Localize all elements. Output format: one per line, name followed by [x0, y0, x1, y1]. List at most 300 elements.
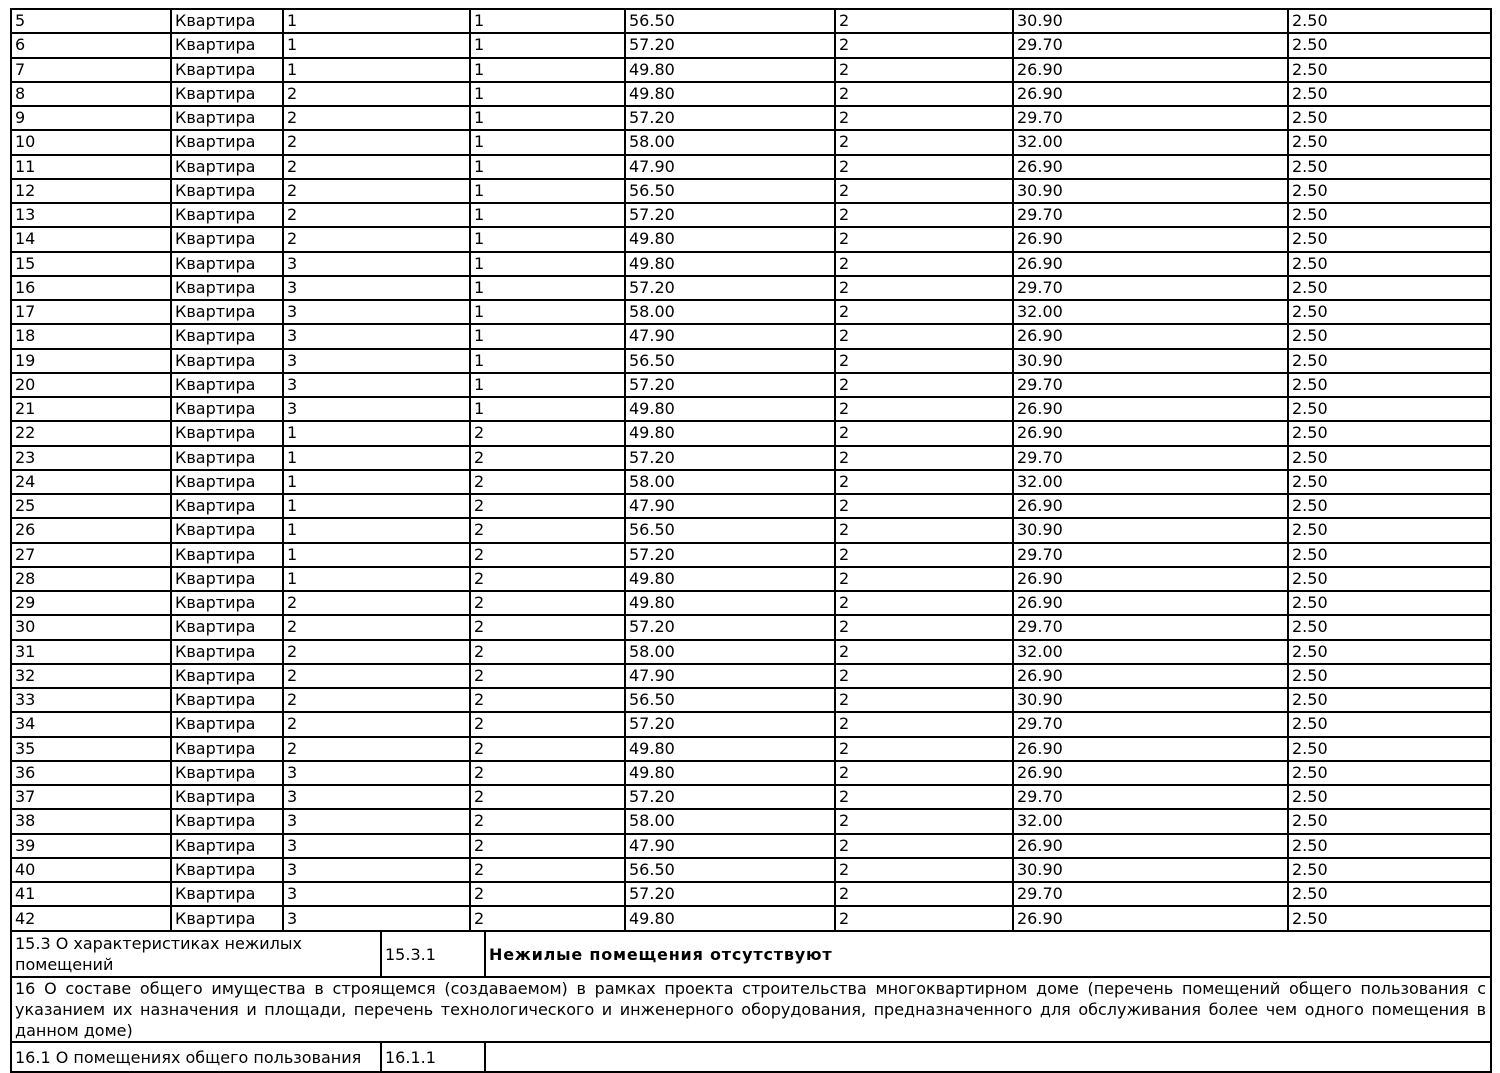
apartment-cell: 2.50: [1288, 33, 1491, 57]
apartment-cell: 26.90: [1013, 906, 1288, 931]
apartment-cell: Квартира: [171, 33, 283, 57]
apartment-cell: 2.50: [1288, 858, 1491, 882]
apartment-row: [11, 712, 1491, 736]
apartment-cell: 26.90: [1013, 567, 1288, 591]
apartment-cell: 9: [11, 106, 171, 130]
apartment-cell: 2: [835, 567, 1013, 591]
apartment-cell: 3: [283, 397, 470, 421]
apartment-cell: 2.50: [1288, 300, 1491, 324]
apartment-cell: 2: [835, 543, 1013, 567]
apartment-cell: 2: [470, 518, 625, 542]
apartment-cell: 1: [470, 58, 625, 82]
apartment-cell: Квартира: [171, 712, 283, 736]
apartment-row: [11, 106, 1491, 130]
apartment-cell: 26.90: [1013, 421, 1288, 445]
apartment-cell: 1: [283, 518, 470, 542]
apartment-cell: 2: [283, 664, 470, 688]
apartment-row: [11, 664, 1491, 688]
apartment-cell: 38: [11, 809, 171, 833]
apartment-cell: 49.80: [625, 82, 835, 106]
apartment-cell: 35: [11, 737, 171, 761]
apartment-row: [11, 252, 1491, 276]
apartment-cell: 23: [11, 446, 171, 470]
apartment-cell: 2.50: [1288, 179, 1491, 203]
apartment-cell: 2: [835, 591, 1013, 615]
apartment-cell: 1: [470, 106, 625, 130]
apartment-cell: 2: [470, 906, 625, 931]
apartment-cell: 2: [835, 494, 1013, 518]
apartment-cell: 3: [283, 324, 470, 348]
apartment-cell: 3: [283, 882, 470, 906]
apartment-row: [11, 809, 1491, 833]
apartment-cell: 56.50: [625, 179, 835, 203]
apartment-cell: 2: [835, 179, 1013, 203]
apartment-cell: 2.50: [1288, 470, 1491, 494]
apartment-cell: 33: [11, 688, 171, 712]
apartment-cell: 2: [835, 82, 1013, 106]
apartment-cell: 2: [835, 834, 1013, 858]
apartment-cell: 1: [283, 470, 470, 494]
apartment-cell: 30.90: [1013, 858, 1288, 882]
apartment-row: [11, 397, 1491, 421]
apartment-cell: 1: [470, 300, 625, 324]
apartment-cell: 1: [470, 276, 625, 300]
apartment-cell: 29.70: [1013, 615, 1288, 639]
apartment-cell: Квартира: [171, 130, 283, 154]
apartment-cell: 47.90: [625, 494, 835, 518]
apartment-cell: 42: [11, 906, 171, 931]
apartment-cell: 58.00: [625, 809, 835, 833]
apartment-cell: 26.90: [1013, 227, 1288, 251]
apartment-cell: 2: [470, 543, 625, 567]
apartment-cell: 1: [470, 33, 625, 57]
apartment-cell: 2: [835, 737, 1013, 761]
apartment-cell: 1: [283, 9, 470, 33]
apartment-row: [11, 494, 1491, 518]
apartment-cell: 49.80: [625, 397, 835, 421]
apartment-cell: 34: [11, 712, 171, 736]
apartment-cell: 2.50: [1288, 349, 1491, 373]
apartment-cell: 57.20: [625, 785, 835, 809]
apartment-cell: 3: [283, 349, 470, 373]
apartment-cell: 49.80: [625, 421, 835, 445]
apartment-cell: 2: [835, 761, 1013, 785]
apartment-row: [11, 324, 1491, 348]
apartment-cell: Квартира: [171, 300, 283, 324]
apartment-row: [11, 82, 1491, 106]
apartment-cell: 2: [470, 494, 625, 518]
apartment-cell: 2: [835, 446, 1013, 470]
apartment-cell: 2.50: [1288, 906, 1491, 931]
apartment-cell: 32: [11, 664, 171, 688]
apartment-cell: 30.90: [1013, 179, 1288, 203]
apartment-cell: 29.70: [1013, 882, 1288, 906]
apartment-cell: 41: [11, 882, 171, 906]
apartment-cell: 2.50: [1288, 712, 1491, 736]
apartment-cell: 3: [283, 252, 470, 276]
apartment-cell: 58.00: [625, 640, 835, 664]
apartment-cell: Квартира: [171, 761, 283, 785]
apartment-cell: 26.90: [1013, 664, 1288, 688]
apartment-cell: 2: [835, 615, 1013, 639]
apartment-cell: Квартира: [171, 252, 283, 276]
section-153-code: 15.3.1: [381, 931, 485, 977]
apartment-cell: Квартира: [171, 58, 283, 82]
apartment-cell: 3: [283, 785, 470, 809]
apartment-cell: 49.80: [625, 58, 835, 82]
apartment-cell: 49.80: [625, 761, 835, 785]
apartment-cell: 26.90: [1013, 324, 1288, 348]
apartment-row: [11, 58, 1491, 82]
apartment-row: [11, 640, 1491, 664]
apartment-cell: 2: [283, 688, 470, 712]
apartment-cell: Квартира: [171, 227, 283, 251]
apartment-cell: 2: [283, 737, 470, 761]
apartment-row: [11, 737, 1491, 761]
apartment-cell: 2: [283, 179, 470, 203]
apartment-cell: 30.90: [1013, 349, 1288, 373]
apartment-cell: 26.90: [1013, 591, 1288, 615]
apartment-cell: 1: [283, 421, 470, 445]
apartment-cell: 2: [835, 373, 1013, 397]
apartment-cell: 2.50: [1288, 809, 1491, 833]
apartment-cell: 2: [835, 203, 1013, 227]
apartment-cell: 1: [470, 252, 625, 276]
apartment-cell: 56.50: [625, 349, 835, 373]
apartment-cell: 2.50: [1288, 567, 1491, 591]
apartment-cell: 2: [470, 421, 625, 445]
apartment-cell: 1: [470, 155, 625, 179]
apartment-cell: 57.20: [625, 712, 835, 736]
apartment-cell: 29: [11, 591, 171, 615]
apartment-cell: 29.70: [1013, 712, 1288, 736]
apartment-row: [11, 446, 1491, 470]
apartment-cell: 2: [835, 882, 1013, 906]
apartment-cell: 2.50: [1288, 252, 1491, 276]
apartment-row: [11, 543, 1491, 567]
section-16-row: [11, 977, 1491, 1042]
apartment-cell: 26.90: [1013, 834, 1288, 858]
apartment-cell: 56.50: [625, 688, 835, 712]
apartment-cell: Квартира: [171, 155, 283, 179]
apartment-cell: 2.50: [1288, 761, 1491, 785]
apartment-cell: 32.00: [1013, 130, 1288, 154]
apartment-cell: Квартира: [171, 591, 283, 615]
apartment-row: [11, 761, 1491, 785]
apartment-cell: 2: [835, 785, 1013, 809]
apartment-cell: Квартира: [171, 324, 283, 348]
apartment-cell: 2: [835, 664, 1013, 688]
apartment-cell: 2.50: [1288, 373, 1491, 397]
apartment-row: [11, 227, 1491, 251]
apartment-cell: 49.80: [625, 737, 835, 761]
apartment-cell: 26.90: [1013, 494, 1288, 518]
apartment-cell: 2.50: [1288, 518, 1491, 542]
apartment-cell: 29.70: [1013, 106, 1288, 130]
section-161-row: [11, 1042, 1491, 1072]
apartment-cell: 2: [470, 737, 625, 761]
apartment-cell: 2: [835, 712, 1013, 736]
apartment-cell: 29.70: [1013, 276, 1288, 300]
apartment-cell: 2: [283, 130, 470, 154]
apartment-cell: Квартира: [171, 421, 283, 445]
apartment-cell: 2: [470, 640, 625, 664]
apartment-cell: 22: [11, 421, 171, 445]
apartment-cell: 40: [11, 858, 171, 882]
apartment-cell: 2: [283, 203, 470, 227]
apartment-row: [11, 276, 1491, 300]
apartment-cell: 1: [470, 82, 625, 106]
apartment-cell: Квартира: [171, 106, 283, 130]
apartment-cell: 2: [283, 591, 470, 615]
apartment-cell: 57.20: [625, 276, 835, 300]
apartment-cell: 2.50: [1288, 785, 1491, 809]
apartment-cell: 47.90: [625, 324, 835, 348]
apartment-cell: 26.90: [1013, 58, 1288, 82]
apartment-cell: 2: [283, 106, 470, 130]
apartment-cell: 24: [11, 470, 171, 494]
apartment-cell: 2: [835, 906, 1013, 931]
apartment-cell: Квартира: [171, 882, 283, 906]
apartment-cell: 2: [835, 227, 1013, 251]
apartment-cell: 2: [470, 446, 625, 470]
apartment-cell: Квартира: [171, 518, 283, 542]
apartment-cell: 3: [283, 373, 470, 397]
apartment-cell: 2.50: [1288, 58, 1491, 82]
apartment-cell: 2.50: [1288, 227, 1491, 251]
apartment-cell: 2.50: [1288, 421, 1491, 445]
apartment-cell: 39: [11, 834, 171, 858]
apartment-cell: 2: [470, 591, 625, 615]
apartment-cell: 2.50: [1288, 543, 1491, 567]
apartment-cell: Квартира: [171, 785, 283, 809]
apartment-cell: 2: [835, 130, 1013, 154]
apartment-cell: 1: [283, 446, 470, 470]
apartments-table-body: [11, 9, 1491, 931]
apartment-cell: 21: [11, 397, 171, 421]
apartment-cell: 56.50: [625, 858, 835, 882]
apartment-row: [11, 179, 1491, 203]
apartment-cell: 2: [835, 324, 1013, 348]
apartment-cell: 2: [470, 712, 625, 736]
apartment-cell: 2: [283, 640, 470, 664]
apartment-cell: Квартира: [171, 640, 283, 664]
apartment-cell: 32.00: [1013, 300, 1288, 324]
apartment-row: [11, 882, 1491, 906]
apartment-cell: 2: [470, 470, 625, 494]
apartment-cell: Квартира: [171, 567, 283, 591]
apartment-cell: 1: [283, 494, 470, 518]
apartment-cell: 49.80: [625, 591, 835, 615]
apartment-cell: 1: [283, 58, 470, 82]
apartment-cell: 2.50: [1288, 664, 1491, 688]
apartment-row: [11, 9, 1491, 33]
apartment-cell: Квартира: [171, 9, 283, 33]
apartment-cell: 3: [283, 761, 470, 785]
section-153-label: 15.3 О характеристиках нежилых помещений: [11, 931, 381, 977]
apartment-cell: 30: [11, 615, 171, 639]
apartments-table: [10, 8, 1492, 932]
apartment-cell: Квартира: [171, 494, 283, 518]
apartment-row: [11, 906, 1491, 931]
apartment-row: [11, 567, 1491, 591]
apartment-cell: 20: [11, 373, 171, 397]
apartment-cell: 2.50: [1288, 834, 1491, 858]
apartment-cell: Квартира: [171, 349, 283, 373]
apartment-cell: Квартира: [171, 858, 283, 882]
apartment-cell: 56.50: [625, 9, 835, 33]
apartment-cell: 29.70: [1013, 785, 1288, 809]
apartment-cell: 49.80: [625, 252, 835, 276]
apartment-cell: 26.90: [1013, 397, 1288, 421]
apartment-cell: 2.50: [1288, 615, 1491, 639]
apartment-cell: 3: [283, 300, 470, 324]
apartment-cell: 3: [283, 858, 470, 882]
section-161-code: 16.1.1: [381, 1042, 485, 1072]
apartment-cell: 2: [835, 858, 1013, 882]
apartment-cell: 2: [835, 518, 1013, 542]
apartment-cell: Квартира: [171, 809, 283, 833]
apartment-row: [11, 203, 1491, 227]
apartment-row: [11, 300, 1491, 324]
apartment-cell: 7: [11, 58, 171, 82]
apartment-cell: 2: [835, 106, 1013, 130]
apartment-cell: 2: [470, 785, 625, 809]
apartment-cell: 2: [835, 809, 1013, 833]
apartment-cell: 3: [283, 276, 470, 300]
apartment-cell: 26.90: [1013, 155, 1288, 179]
apartment-cell: 14: [11, 227, 171, 251]
apartment-cell: 1: [470, 227, 625, 251]
apartment-cell: 1: [283, 33, 470, 57]
apartment-cell: 2: [835, 688, 1013, 712]
apartment-cell: 2: [835, 421, 1013, 445]
apartment-cell: 2: [283, 155, 470, 179]
sections-table: [10, 930, 1492, 1073]
apartment-cell: 15: [11, 252, 171, 276]
apartment-cell: 1: [470, 324, 625, 348]
apartment-cell: 49.80: [625, 567, 835, 591]
apartment-cell: 2: [470, 882, 625, 906]
apartment-row: [11, 858, 1491, 882]
apartment-cell: Квартира: [171, 664, 283, 688]
apartment-cell: 2: [835, 349, 1013, 373]
apartment-row: [11, 834, 1491, 858]
apartment-cell: 11: [11, 155, 171, 179]
apartment-cell: Квартира: [171, 543, 283, 567]
apartment-cell: Квартира: [171, 179, 283, 203]
apartment-cell: 57.20: [625, 373, 835, 397]
apartment-cell: 2: [283, 227, 470, 251]
apartment-cell: 57.20: [625, 203, 835, 227]
apartment-cell: 29.70: [1013, 203, 1288, 227]
apartment-cell: 49.80: [625, 906, 835, 931]
apartment-cell: 8: [11, 82, 171, 106]
apartment-row: [11, 130, 1491, 154]
apartment-cell: 1: [470, 130, 625, 154]
apartment-cell: 49.80: [625, 227, 835, 251]
apartment-row: [11, 421, 1491, 445]
apartment-cell: 2.50: [1288, 276, 1491, 300]
apartment-cell: 18: [11, 324, 171, 348]
apartment-cell: 30.90: [1013, 518, 1288, 542]
apartment-cell: 32.00: [1013, 809, 1288, 833]
apartment-cell: 29.70: [1013, 446, 1288, 470]
apartment-cell: Квартира: [171, 688, 283, 712]
apartment-cell: 2.50: [1288, 82, 1491, 106]
apartment-cell: 26.90: [1013, 82, 1288, 106]
apartment-cell: 26.90: [1013, 252, 1288, 276]
apartment-cell: 2: [835, 58, 1013, 82]
apartment-cell: 6: [11, 33, 171, 57]
apartment-cell: 26.90: [1013, 737, 1288, 761]
apartment-cell: 37: [11, 785, 171, 809]
apartment-cell: Квартира: [171, 203, 283, 227]
apartment-cell: 1: [470, 349, 625, 373]
apartment-cell: 13: [11, 203, 171, 227]
apartment-row: [11, 470, 1491, 494]
apartment-cell: 2.50: [1288, 737, 1491, 761]
apartment-cell: 10: [11, 130, 171, 154]
apartment-cell: 32.00: [1013, 640, 1288, 664]
apartment-cell: 2: [835, 640, 1013, 664]
apartment-cell: 2.50: [1288, 203, 1491, 227]
apartment-row: [11, 591, 1491, 615]
apartment-cell: 2: [470, 809, 625, 833]
apartment-cell: Квартира: [171, 82, 283, 106]
apartment-cell: 57.20: [625, 106, 835, 130]
apartment-cell: 19: [11, 349, 171, 373]
apartment-cell: 2.50: [1288, 591, 1491, 615]
apartment-cell: Квартира: [171, 446, 283, 470]
section-161-label: 16.1 О помещениях общего пользования: [11, 1042, 381, 1072]
apartment-cell: 3: [283, 906, 470, 931]
apartment-cell: 26: [11, 518, 171, 542]
apartment-cell: 3: [283, 834, 470, 858]
apartment-cell: 17: [11, 300, 171, 324]
apartment-cell: 27: [11, 543, 171, 567]
apartment-cell: Квартира: [171, 397, 283, 421]
apartment-cell: 3: [283, 809, 470, 833]
apartment-cell: Квартира: [171, 615, 283, 639]
apartment-cell: 2.50: [1288, 446, 1491, 470]
apartment-cell: 1: [470, 373, 625, 397]
apartment-cell: 47.90: [625, 834, 835, 858]
apartment-cell: 36: [11, 761, 171, 785]
apartment-cell: 2: [470, 567, 625, 591]
apartment-cell: Квартира: [171, 276, 283, 300]
apartment-cell: Квартира: [171, 737, 283, 761]
apartment-cell: 25: [11, 494, 171, 518]
apartment-cell: 58.00: [625, 300, 835, 324]
apartment-cell: 30.90: [1013, 688, 1288, 712]
apartment-cell: 2: [835, 155, 1013, 179]
apartment-cell: 57.20: [625, 543, 835, 567]
apartment-row: [11, 785, 1491, 809]
apartment-cell: 2: [470, 834, 625, 858]
apartment-cell: 31: [11, 640, 171, 664]
apartment-cell: Квартира: [171, 834, 283, 858]
apartment-cell: 2: [835, 470, 1013, 494]
apartment-row: [11, 33, 1491, 57]
apartment-cell: 2: [283, 615, 470, 639]
apartment-cell: 57.20: [625, 615, 835, 639]
apartment-cell: 2.50: [1288, 130, 1491, 154]
apartment-cell: 2.50: [1288, 494, 1491, 518]
apartment-cell: 2: [835, 397, 1013, 421]
apartment-cell: 29.70: [1013, 373, 1288, 397]
apartment-cell: 29.70: [1013, 543, 1288, 567]
